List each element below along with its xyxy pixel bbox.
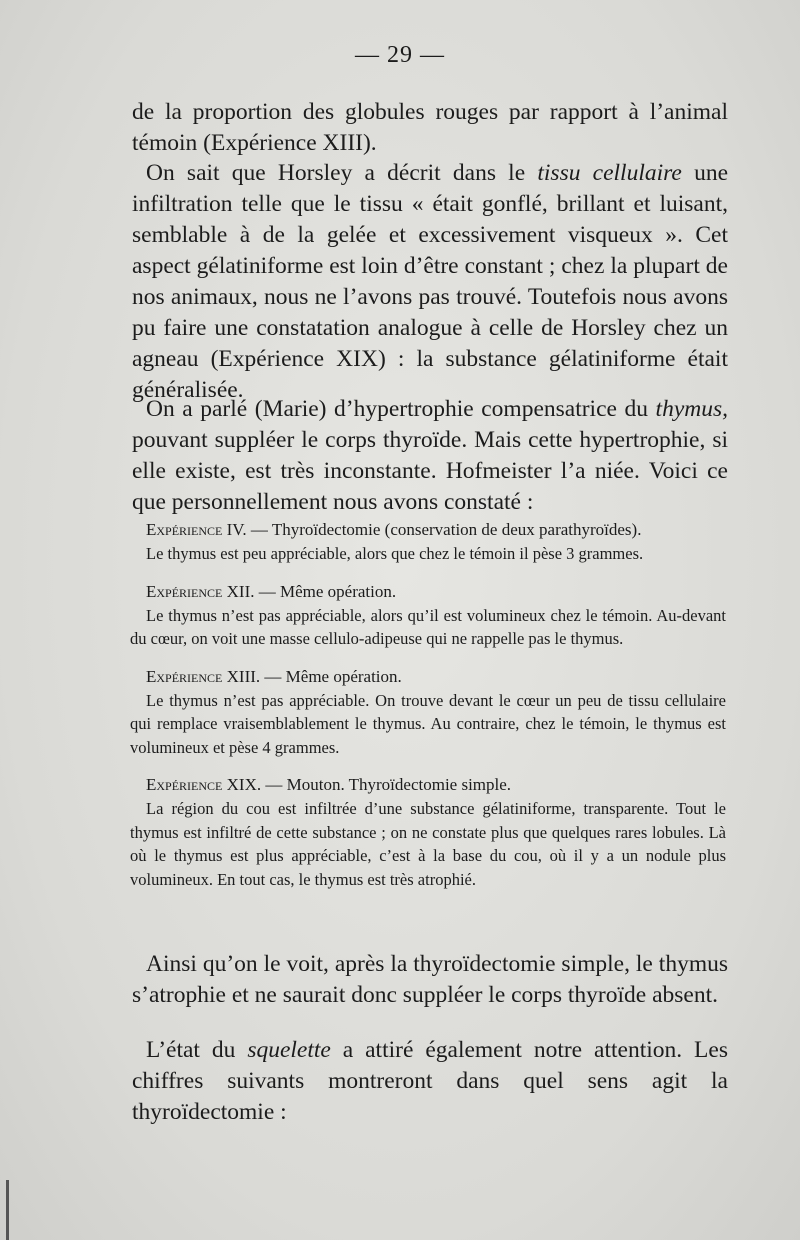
experiment-entry [130,518,726,566]
experiment-label: Expérience XIX. [146,775,262,794]
experiment-heading [130,580,726,604]
experiment-label: Expérience XII. [146,581,255,601]
paragraph-horsley-text-a: On sait que Horsley a décrit dans le [146,160,538,186]
paragraph-squelette-text-a: L’état du [146,1037,248,1063]
experiment-heading [130,518,726,542]
experiment-body: La région du cou est infiltrée d’une substance gélatiniforme, transparente. Tout le thymus est infiltré de cette substance ; on ne constate plus que quelques rares lobules. Là où le thymus est plus appréciable, c’est à la base du cou, où il y a un nodule plus volumineux. En tout cas, le thymus est très atrophié. [130,799,726,889]
paragraph-thymus-text-a: On a parlé (Marie) d’hypertrophie compensatrice du [146,396,656,422]
experiment-title: — Mouton. Thyroïdectomie simple. [261,775,512,794]
emphasis-squelette: squelette [247,1037,331,1063]
experiment-label: Expérience XIII. [146,666,261,686]
experiment-title: — Même opération. [254,581,397,601]
experiment-body: Le thymus n’est pas appréciable. On trouve devant le cœur un peu de tissu cellulaire qui remplace vraisemblablement le thymus. Au contraire, chez le témoin, le thymus est volumineux et pèse 4 grammes. [130,690,726,757]
experiment-entry [130,665,726,760]
experiment-title: — Même opération. [260,666,402,686]
experiment-body: Le thymus est peu appréciable, alors que chez le témoin il pèse 3 grammes. [146,544,644,563]
page-number: — 29 — [355,42,445,68]
paragraph-squelette [132,1035,728,1128]
paragraph-horsley-text-b: une infiltration telle que le tissu « était gonflé, brillant et luisant, semblable à de la gelée et excessivement visqueux ». Cet aspect gélatiniforme est loin d’être constant ; chez la plupart de nos animaux, nous ne l’avons pas trouvé. Toutefois nous avons pu faire une constatation analogue à celle de Horsley chez un agneau (Expérience XIX) : la substance gélatiniforme était généralisée. [132,160,729,403]
paragraph-horsley [132,158,728,406]
binding-edge-mark [6,1180,9,1240]
experiment-entry [130,773,726,891]
experiment-heading [130,773,726,797]
experiment-list [130,518,726,905]
paragraph-thymus-text-b: pouvant suppléer le corps thyroïde. Mais cette hypertrophie, si elle existe, est très inconstante. Hofmeister l’a niée. Voici ce que personnellement nous avons constaté : [132,427,728,515]
experiment-title: — Thyroïdectomie (conservation de deux parathyroïdes). [246,520,642,539]
experiment-heading [130,665,726,689]
paragraph-squelette-text-b: a attiré également notre attention. Les chiffres suivants montreront dans quel sens agit la thyroïdectomie : [132,1037,728,1125]
experiment-entry [130,580,726,651]
paragraph-thymus [132,394,728,518]
experiment-label: Expérience IV. [146,520,247,539]
paragraph-continuation: de la proportion des globules rouges par rapport à l’animal témoin (Expérience XIII). [132,99,728,156]
emphasis-thymus: thymus, [655,396,728,422]
paragraph-conclusion: Ainsi qu’on le voit, après la thyroïdectomie simple, le thymus s’atrophie et ne saurait donc suppléer le corps thyroïde absent. [132,951,728,1008]
experiment-body: Le thymus n’est pas appréciable, alors qu’il est volumineux chez le témoin. Au-devant du cœur, on voit une masse cellulo-adipeuse qui ne rappelle pas le thymus. [130,605,726,648]
emphasis-tissu-cellulaire: tissu cellulaire [537,160,682,186]
